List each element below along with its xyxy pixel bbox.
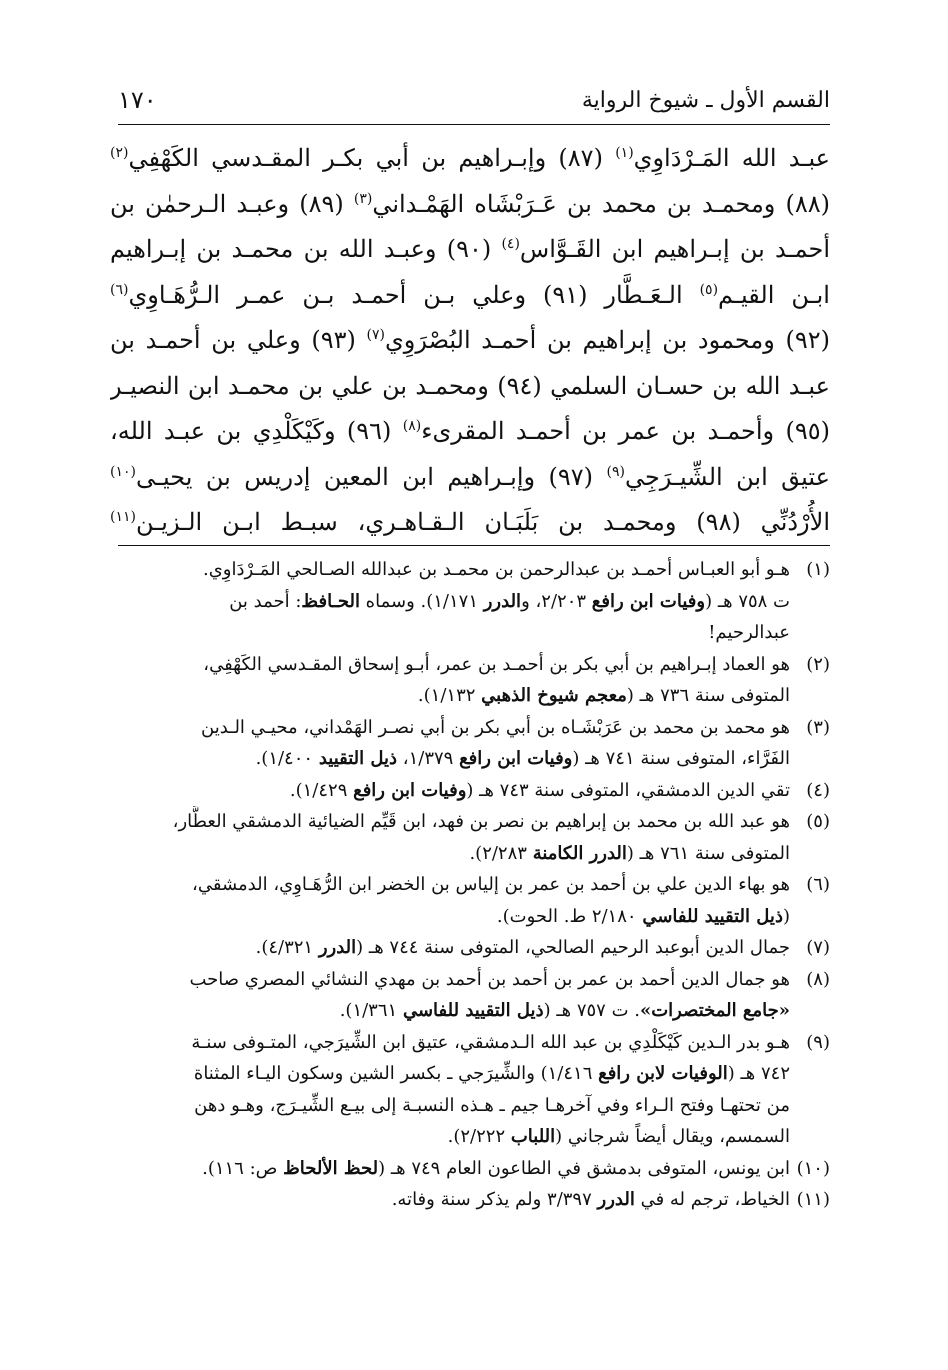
- main-text-line: [110, 318, 830, 364]
- main-text-line: [110, 364, 830, 410]
- source-citation: ذيل التقييد: [318, 748, 398, 769]
- source-citation: ذيل التقييد للفاسي: [402, 1000, 544, 1021]
- footnote-reference[interactable]: (٢): [110, 145, 129, 161]
- main-text-segment: (٩٠) وعبـد الله بن محمـد بن إبـراهيم: [110, 235, 502, 263]
- footnote-body: [118, 1184, 790, 1216]
- footnote: [118, 649, 830, 712]
- footnote-text: هو بهاء الدين علي بن أحمد بن عمر بن إلياس بن الخضر ابن الرُّهَـاوِي، الدمشقي،: [192, 874, 790, 895]
- footnote-number: (٣): [806, 716, 830, 738]
- main-text-line: [110, 136, 830, 182]
- main-text-segment: (٨٧) وإبـراهيم بن أبي بكـر المقـدسي الكَهْفِي: [128, 144, 616, 172]
- main-text-line: [110, 227, 830, 273]
- main-text-segment: أحمـد بن إبـراهيم ابن القَـوَّاس: [519, 235, 830, 263]
- main-text-line: [110, 455, 830, 501]
- source-citation: الدرر: [597, 1189, 635, 1210]
- source-citation: الحـافظ: [301, 590, 360, 612]
- footnote-body: [118, 712, 790, 775]
- footnote-text: عبدالرحيم!: [708, 622, 790, 643]
- page-number: ١٧٠: [118, 86, 157, 114]
- footnote-number: (٨): [806, 968, 830, 990]
- footnote-line: [118, 712, 790, 744]
- footnote-line: [118, 1153, 790, 1185]
- footnote: [118, 806, 830, 869]
- source-citation: الدرر: [318, 937, 357, 958]
- main-text-line: [110, 273, 830, 319]
- footnote-text: هـو بدر الـدين كَيْكَلْدِي بن عبد الله الـدمشقي، عتيق ابن الشِّيرَجي، المتـوفى سنـة: [191, 1031, 790, 1053]
- footnote-line: [118, 554, 790, 586]
- footnote-text: ٤/٣٢١).: [255, 937, 319, 958]
- source-citation: اللباب: [510, 1126, 556, 1147]
- footnote-reference[interactable]: (١٠): [110, 463, 136, 480]
- footnote-body: [118, 554, 790, 649]
- footnote-body: [118, 932, 790, 964]
- main-text: [110, 136, 830, 546]
- main-text-segment: الـعَـطَّار (٩١) وعلي بـن أحمـد بـن عمـر الـرُّهَـاوِي: [128, 280, 700, 309]
- main-text-segment: ابـن القيـم: [718, 280, 830, 309]
- footnote-reference[interactable]: (١): [615, 145, 634, 161]
- footnote-text: ٢/٢٨٣).: [469, 842, 533, 864]
- main-text-segment: عبـد الله المَـرْدَاوِي: [633, 144, 830, 172]
- footnote-text: هو العماد إبـراهيم بن أبي بكر بن أحمـد بن عمر، أبـو إسحاق المقـدسي الكَهْفِي،: [203, 653, 790, 675]
- footnote-line: [118, 743, 790, 775]
- footnote-text: ١/٤٢٩).: [289, 779, 354, 801]
- footnote-reference[interactable]: (٧): [366, 327, 385, 343]
- source-citation: لحظ الألحاظ: [283, 1157, 379, 1179]
- footnote: [118, 1184, 830, 1216]
- footnote: [118, 869, 830, 932]
- footnote-text: ١/١٣٢).: [417, 685, 482, 706]
- footnote: [118, 554, 830, 649]
- footnote-line: [118, 586, 790, 618]
- footnote-line: [118, 649, 790, 681]
- source-citation: معجم شيوخ الذهبي: [481, 685, 627, 706]
- footnote-line: [118, 838, 790, 870]
- section-title: القسم الأول ـ شيوخ الرواية: [581, 87, 830, 113]
- footnote-text: ١/٣٦١).: [339, 1000, 403, 1021]
- footnote-number: (١٠): [796, 1157, 830, 1179]
- main-text-segment: الأُرْدُنِّي (٩٨) ومحمـد بن بَلَبَـان الـقـاهـري، سبـط ابـن الـزيـن: [135, 508, 830, 536]
- source-citation: الدرر: [483, 590, 522, 612]
- footnote-line: [118, 1184, 790, 1216]
- main-text-line: [110, 182, 830, 228]
- source-citation: ذيل التقييد للفاسي: [642, 905, 783, 927]
- main-text-segment: عتيق ابن الشِّيـرَجِي: [624, 462, 830, 491]
- footnote-number: (٩): [806, 1031, 830, 1053]
- main-text-segment: (٩٣) وعلي بن أحمـد بن: [110, 326, 367, 354]
- main-text-line: [110, 500, 830, 546]
- header-rule: [118, 124, 830, 125]
- footnote-text: السمسم، ويقال أيضاً شرجاني (: [555, 1126, 790, 1147]
- footnote-text: (: [782, 905, 790, 927]
- footnote-text: جمال الدين أبوعبد الرحيم الصالحي، المتوفى سنة ٧٤٤ هـ (: [356, 937, 790, 958]
- footnote: [118, 932, 830, 964]
- footnote-body: [118, 1027, 790, 1153]
- footnote-line: [118, 932, 790, 964]
- footnote-body: [118, 964, 790, 1027]
- footnote-text: ١/٣٧٩،: [397, 748, 460, 769]
- source-citation: وفيات ابن رافع: [353, 779, 467, 801]
- footnote-text: الخياط، ترجم له في: [634, 1189, 790, 1210]
- footnote-line: [118, 1027, 790, 1059]
- footnote-reference[interactable]: (٦): [110, 281, 129, 298]
- footnote-line: [118, 775, 790, 807]
- footnote-text: هو عبد الله بن محمد بن إبراهيم بن نصر بن فهد، ابن قَيِّم الضيائية الدمشقي العطَّار،: [172, 811, 790, 832]
- footnote: [118, 964, 830, 1027]
- footnote-number: (١١): [796, 1189, 830, 1210]
- footnote-text: الفَرَّاء، المتوفى سنة ٧٤١ هـ (: [572, 748, 790, 769]
- main-text-segment: عبـد الله بن حسـان السلمي (٩٤) ومحمـد بن علي بن محمـد ابن النصيـر: [110, 371, 830, 400]
- footnote-reference[interactable]: (٨): [402, 418, 422, 434]
- footnote-text: تقي الدين الدمشقي، المتوفى سنة ٧٤٣ هـ (: [466, 779, 790, 801]
- footnote-number: (٦): [806, 874, 830, 895]
- footnote-text: ٢/٢٠٣، و: [521, 590, 592, 612]
- footnote: [118, 775, 830, 807]
- footnote-text: : أحمد بن: [229, 590, 302, 612]
- footnote-text: ٢/١٨٠ ط. الحوت).: [496, 905, 643, 927]
- footnote-text: المتوفى سنة ٧٣٦ هـ (: [626, 685, 790, 706]
- footnote-reference[interactable]: (٩): [606, 463, 625, 480]
- footnote-text: . ت ٧٥٧ هـ (: [543, 1000, 640, 1021]
- footnote-body: [118, 1153, 790, 1185]
- footnote-reference[interactable]: (٥): [699, 281, 719, 298]
- footnote-divider: [118, 545, 830, 546]
- footnote-line: [118, 1121, 790, 1153]
- footnote-line: [118, 617, 790, 649]
- footnote-text: ١/١٧١). وسماه: [359, 590, 484, 612]
- footnote-line: [118, 1090, 790, 1122]
- footnote-text: ١/٤٠٠).: [255, 748, 319, 769]
- main-text-segment: (٨٨) ومحمـد بن محمد بن عَـرَبْشَاه الهَمْـداني: [372, 189, 830, 218]
- source-citation: وفيات ابن رافع: [591, 590, 706, 612]
- footnote-text: ص: ١١٦).: [202, 1157, 284, 1179]
- footnote-text: هو جمال الدين أحمد بن عمر بن أحمد بن أحمد بن مهدي النشائي المصري صاحب: [189, 968, 790, 990]
- footnote-text: ٧٤٢ هـ (: [727, 1063, 790, 1084]
- footnote-number: (٢): [806, 653, 830, 675]
- source-citation: الوفيات لابن رافع: [598, 1063, 728, 1084]
- footnote-number: (١): [806, 559, 830, 580]
- footnote-text: ٢/٢٢٢).: [447, 1126, 511, 1147]
- source-citation: وفيات ابن رافع: [459, 748, 573, 769]
- footnote-line: [118, 869, 790, 901]
- footnote-number: (٤): [806, 779, 830, 801]
- footnote-number: (٥): [806, 811, 830, 832]
- footnote-body: [118, 649, 790, 712]
- footnote: [118, 1027, 830, 1153]
- footnote-text: ت ٧٥٨ هـ (: [705, 590, 790, 612]
- footnote-line: [118, 1058, 790, 1090]
- footnote-line: [118, 964, 790, 996]
- footnote-line: [118, 680, 790, 712]
- source-citation: الدرر الكامنة: [532, 842, 627, 864]
- footnote-line: [118, 995, 790, 1027]
- footnote-body: [118, 869, 790, 932]
- main-text-segment: (٩٢) ومحمود بن إبراهيم بن أحمـد البُصْرَوِي: [384, 326, 830, 354]
- footnote-text: المتوفى سنة ٧٦١ هـ (: [626, 842, 790, 864]
- footnote-reference[interactable]: (١١): [110, 509, 136, 525]
- footnote-reference[interactable]: (٤): [501, 236, 520, 252]
- footnote-text: من تحتهـا وفتح الـراء وفي آخرهـا جيم ـ هـذه النسبـة إلى بيـع الشِّيـرَج، وهـو دهن: [194, 1094, 790, 1116]
- footnote-number: (٧): [806, 937, 830, 958]
- main-text-segment: (٨٩) وعبـد الـرحمٰن بن: [110, 189, 354, 218]
- footnote-text: ٣/٣٩٧ ولم يذكر سنة وفاته.: [391, 1189, 598, 1210]
- footnote-body: [118, 775, 790, 807]
- footnotes: [118, 554, 830, 1216]
- footnote: [118, 1153, 830, 1185]
- footnote: [118, 712, 830, 775]
- footnote-text: ١/٤١٦) والشِّيرَجي ـ بكسر الشين وسكون اليـاء المثناة: [193, 1063, 599, 1084]
- footnote-text: ابن يونس، المتوفى بدمشق في الطاعون العام ٧٤٩ هـ (: [378, 1157, 790, 1179]
- footnote-line: [118, 901, 790, 933]
- footnote-text: هو محمد بن محمد بن عَرَبْشَـاه بن أبي بكر بن أبي نصـر الهَمْداني، محيـي الـدين: [201, 716, 790, 738]
- source-citation: «جامع المختصرات»: [639, 1000, 790, 1021]
- main-text-segment: (٩٦) وكَيْكَلْدِي بن عبـد الله،: [110, 417, 403, 445]
- main-text-segment: (٩٥) وأحمـد بن عمر بن أحمـد المقرىء: [421, 417, 830, 445]
- footnote-text: هـو أبو العبـاس أحمـد بن عبدالرحمن بن محمـد بن عبدالله الصـالحي المَـرْدَاوِي.: [203, 559, 790, 580]
- main-text-line: [110, 409, 830, 455]
- footnote-body: [118, 806, 790, 869]
- footnote-reference[interactable]: (٣): [353, 190, 373, 207]
- running-header: [118, 78, 830, 122]
- footnote-line: [118, 806, 790, 838]
- main-text-segment: (٩٧) وإبـراهيم ابن المعين إدريس بن يحيـى: [135, 462, 607, 491]
